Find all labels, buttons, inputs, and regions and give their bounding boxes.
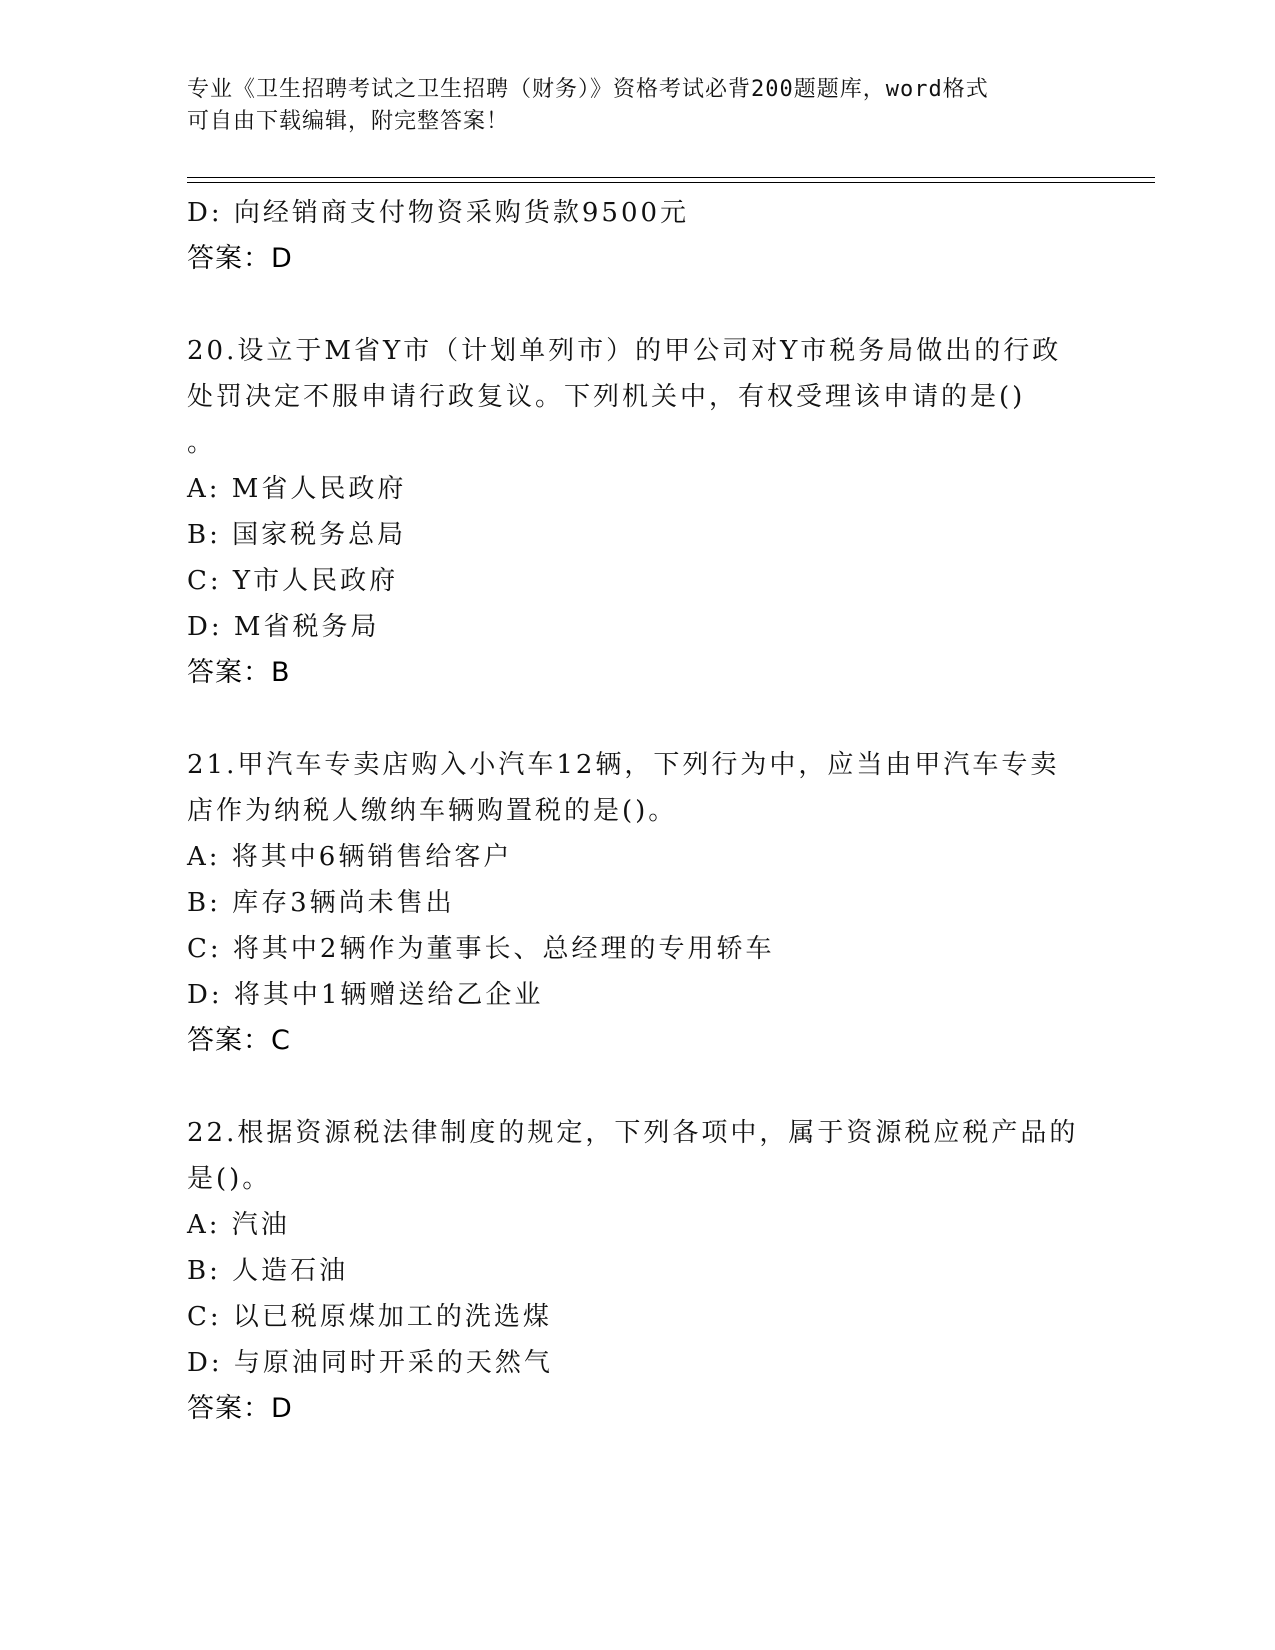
question-21 (187, 742, 1087, 1064)
question-stem: 处罚决定不服申请行政复议。下列机关中，有权受理该申请的是() (187, 382, 1026, 412)
question-content (187, 190, 1087, 1432)
question-stem: 店作为纳税人缴纳车辆购置税的是()。 (187, 796, 678, 826)
option-d: D: 向经销商支付物资采购货款9500元 (187, 198, 690, 228)
document-header (187, 74, 1067, 138)
option-c: C: 以已税原煤加工的洗选煤 (187, 1302, 552, 1332)
option-a: A: 将其中6辆销售给客户 (187, 842, 513, 872)
option-b: B: 人造石油 (187, 1256, 349, 1286)
option-a: A: 汽油 (187, 1210, 290, 1240)
header-title-line-2: 可自由下载编辑，附完整答案！ (187, 109, 510, 134)
question-stem: 21.甲汽车专卖店购入小汽车12辆，下列行为中，应当由甲汽车专卖 (187, 750, 1060, 780)
answer-line: 答案：D (187, 1393, 293, 1424)
spacer (187, 1064, 1087, 1110)
spacer (187, 696, 1087, 742)
header-divider-bottom (187, 182, 1155, 183)
header-title-line-1: 专业《卫生招聘考试之卫生招聘（财务）》资格考试必背200题题库，word格式 (187, 77, 989, 102)
option-d: D: 与原油同时开采的天然气 (187, 1348, 553, 1378)
answer-line: 答案：B (187, 657, 291, 688)
option-d: D: 将其中1辆赠送给乙企业 (187, 980, 544, 1010)
option-d: D: M省税务局 (187, 612, 380, 642)
header-divider-top (187, 177, 1155, 178)
option-b: B: 国家税务总局 (187, 520, 407, 550)
answer-line: 答案：D (187, 243, 293, 274)
option-b: B: 库存3辆尚未售出 (187, 888, 455, 918)
spacer (187, 282, 1087, 328)
question-22 (187, 1110, 1087, 1432)
question-stem: 20.设立于M省Y市（计划单列市）的甲公司对Y市税务局做出的行政 (187, 336, 1062, 366)
option-c: C: Y市人民政府 (187, 566, 399, 596)
previous-question-tail (187, 190, 1087, 282)
question-stem: 是()。 (187, 1164, 272, 1194)
question-20 (187, 328, 1087, 696)
question-stem: 22.根据资源税法律制度的规定，下列各项中，属于资源税应税产品的 (187, 1118, 1079, 1148)
question-stem: 。 (187, 428, 217, 458)
option-a: A: M省人民政府 (187, 474, 407, 504)
option-c: C: 将其中2辆作为董事长、总经理的专用轿车 (187, 934, 775, 964)
answer-line: 答案：C (187, 1025, 291, 1056)
